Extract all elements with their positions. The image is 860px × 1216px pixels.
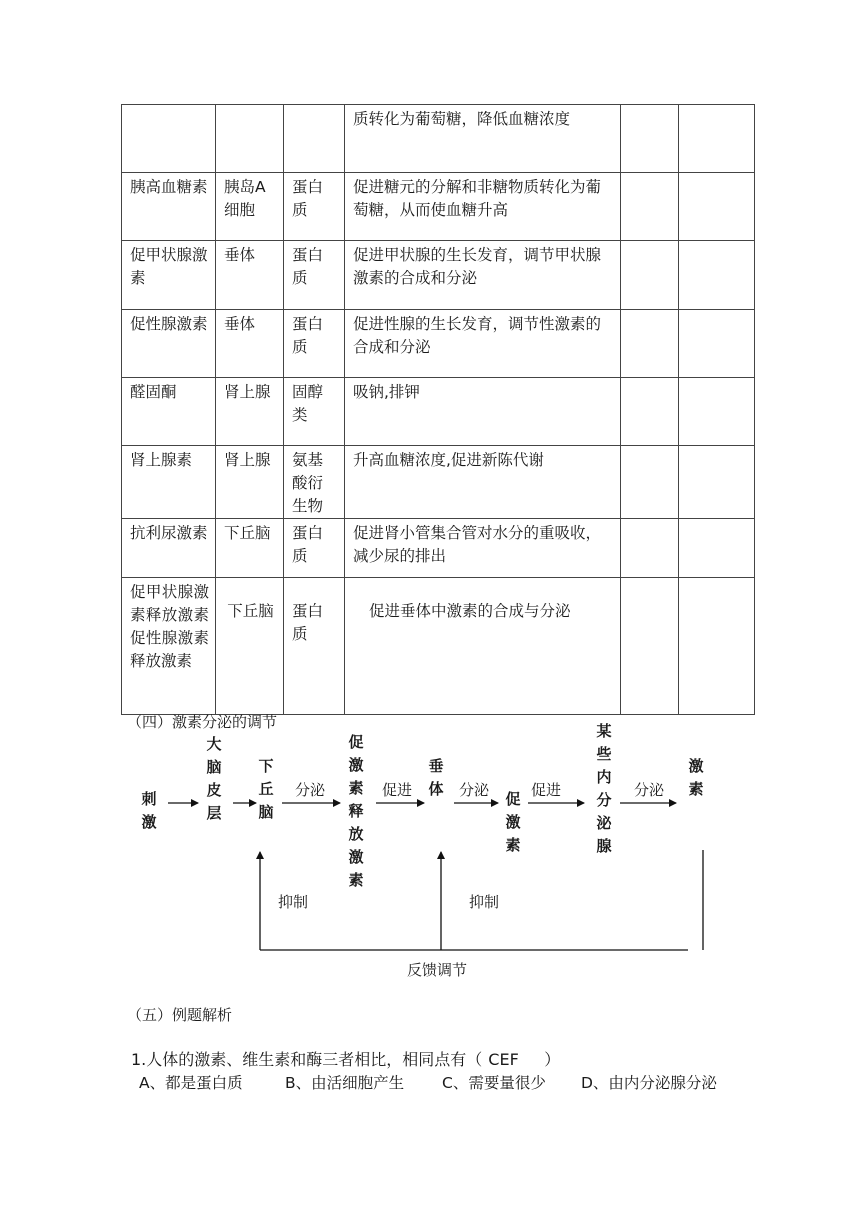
source-cell: 垂体 [216,310,284,378]
option-c: C、需要量很少 [442,1074,546,1092]
source-cell: 下丘脑 [216,578,284,715]
nature-cell: 固醇类 [284,378,345,446]
label-promote-1: 促进 [382,781,413,799]
function-cell: 质转化为葡萄糖，降低血糖浓度 [345,105,621,173]
nature-cell: 氨基酸衍生物 [284,446,345,519]
source-cell: 胰岛A细胞 [216,173,284,241]
section-5-heading: （五）例题解析 [127,1006,233,1024]
function-cell: 促进糖元的分解和非糖物质转化为葡萄糖，从而使血糖升高 [345,173,621,241]
label-secrete-1: 分泌 [295,781,326,799]
option-b: B、由活细胞产生 [285,1074,405,1092]
question-1 [131,1047,560,1070]
question-text: 1.人体的激素、维生素和酶三者相比，相同点有（ [131,1050,483,1069]
hormone-name-cell: 促性腺激素 [122,310,216,378]
hormone-name-cell: 抗利尿激素 [122,519,216,578]
option-a: A、都是蛋白质 [139,1074,243,1092]
node-hormone: 激素 [688,757,704,798]
label-inhibit-2: 抑制 [469,893,500,911]
answer-text: CEF [488,1050,519,1069]
hormone-name-cell: 胰高血糖素 [122,173,216,241]
node-hypothalamus: 下丘脑 [258,757,274,821]
label-inhibit-1: 抑制 [278,893,309,911]
function-cell: 吸钠,排钾 [345,378,621,446]
section-4-heading: （四）激素分泌的调节 [127,713,278,731]
nature-cell: 蛋白质 [284,173,345,241]
source-cell: 垂体 [216,241,284,310]
nature-cell: 蛋白质 [284,241,345,310]
node-tropic-hormone: 促激素 [505,790,521,854]
label-promote-2: 促进 [531,781,562,799]
question-options [139,1071,717,1093]
node-cortex: 大脑皮层 [206,735,222,822]
function-cell: 促进肾小管集合管对水分的重吸收，减少尿的排出 [345,519,621,578]
nature-cell: 蛋白质 [284,578,345,715]
source-cell: 肾上腺 [216,378,284,446]
nature-cell: 蛋白质 [284,519,345,578]
function-cell: 升高血糖浓度,促进新陈代谢 [345,446,621,519]
hormone-name-cell: 醛固酮 [122,378,216,446]
hormone-name-cell: 肾上腺素 [122,446,216,519]
function-cell: 促进甲状腺的生长发育，调节甲状腺激素的合成和分泌 [345,241,621,310]
hormone-name-cell: 促甲状腺激素 [122,241,216,310]
hormone-name-cell: 促甲状腺激素释放激素促性腺激素释放激素 [122,578,216,715]
question-close: ） [544,1050,561,1069]
function-cell: 促进垂体中激素的合成与分泌 [345,578,621,715]
source-cell: 肾上腺 [216,446,284,519]
node-releasing-hormone: 促激素释放激素 [348,733,364,889]
node-pituitary: 垂体 [428,757,444,798]
label-secrete-2: 分泌 [459,781,490,799]
label-secrete-3: 分泌 [634,781,665,799]
source-cell: 下丘脑 [216,519,284,578]
node-endocrine-gland: 某些内分泌腺 [596,722,612,855]
function-cell: 促进性腺的生长发育，调节性激素的合成和分泌 [345,310,621,378]
option-d: D、由内分泌腺分泌 [581,1074,717,1092]
nature-cell: 蛋白质 [284,310,345,378]
label-feedback: 反馈调节 [407,961,468,979]
node-stimulus: 刺激 [141,790,157,831]
